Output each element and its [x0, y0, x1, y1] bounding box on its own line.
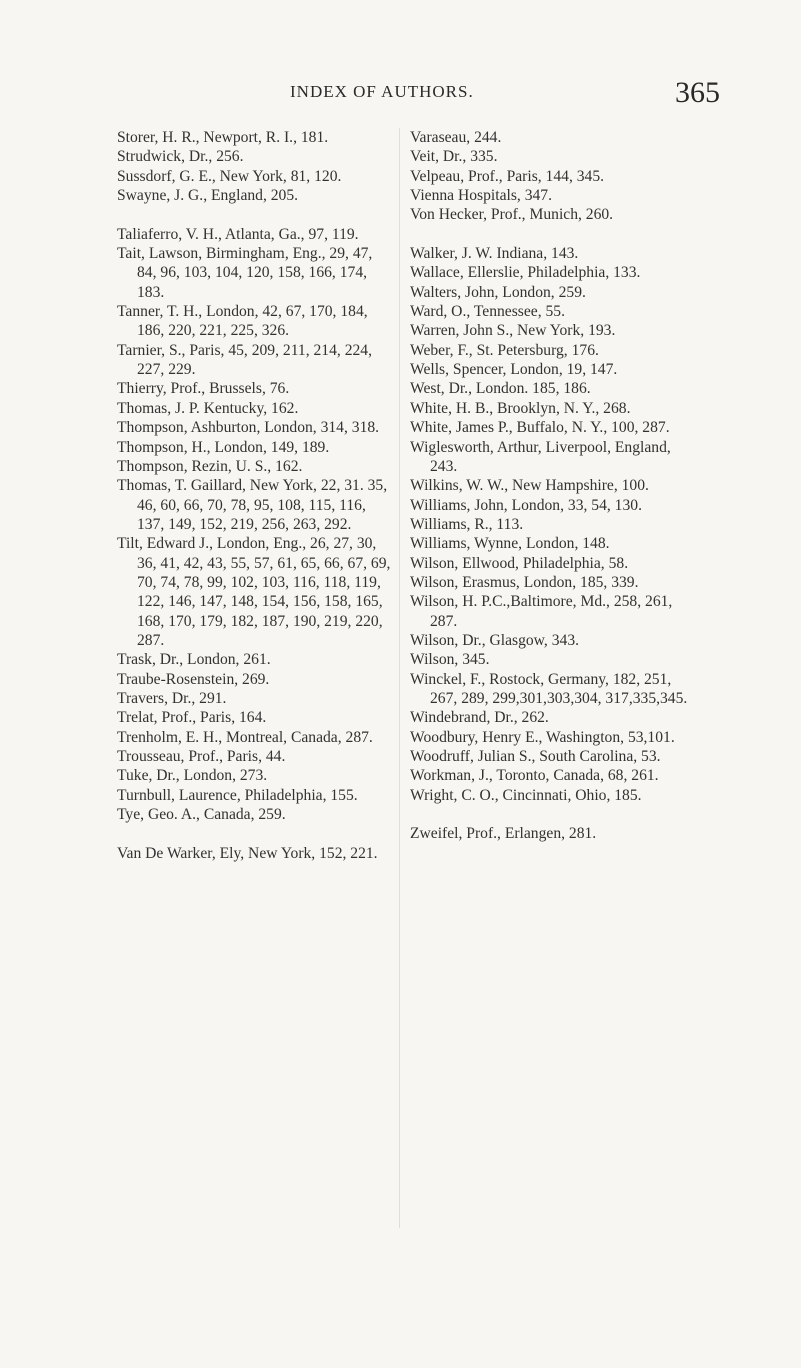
index-entry: Winckel, F., Rostock, Germany, 182, 251, 267, 289, 299,301,303,304, 317,335,345. [410, 670, 688, 707]
index-entry: Wilson, H. P.C.,Baltimore, Md., 258, 261, 287. [410, 593, 673, 630]
index-entry: Walker, J. W. Indiana, 143. [410, 245, 579, 263]
index-entry: Van De Warker, Ely, New York, 152, 221. [117, 844, 378, 862]
index-entry: Wilson, Dr., Glasgow, 343. [410, 631, 580, 649]
index-entry: Von Hecker, Prof., Munich, 260. [410, 206, 614, 224]
index-entry: Williams, R., 113. [410, 515, 524, 533]
left-index-column [117, 128, 393, 863]
index-entry: Swayne, J. G., England, 205. [117, 187, 299, 205]
index-entry: Thomas, T. Gaillard, New York, 22, 31. 35, 46, 60, 66, 70, 78, 95, 108, 115, 116, 137, 149, 152, 219, 256, 263, 292. [117, 477, 388, 533]
right-index-column [410, 128, 692, 844]
index-entry: Turnbull, Laurence, Philadelphia, 155. [117, 786, 358, 804]
section-gap [117, 205, 393, 224]
index-entry: White, James P., Buffalo, N. Y., 100, 287. [410, 419, 670, 437]
index-entry: Woodbury, Henry E., Washington, 53,101. [410, 728, 675, 746]
index-entry: Thomas, J. P. Kentucky, 162. [117, 399, 299, 417]
index-entry: Walters, John, London, 259. [410, 283, 586, 301]
index-entry: Wright, C. O., Cincinnati, Ohio, 185. [410, 786, 642, 804]
index-entry: Tuke, Dr., London, 273. [117, 767, 268, 785]
page-header [0, 78, 801, 118]
index-entry: Tilt, Edward J., London, Eng., 26, 27, 30, 36, 41, 42, 43, 55, 57, 61, 65, 66, 67, 69, 70, 74, 78, 99, 102, 103, 116, 118, 119, 122, 146, 147, 148, 154, 156, 158, 165, 168, 170, 179, 182, 187, 190, 219, 220, 287. [117, 535, 391, 649]
index-entry: Traube-Rosenstein, 269. [117, 670, 270, 688]
index-entry: Varaseau, 244. [410, 129, 502, 146]
index-entry: Trenholm, E. H., Montreal, Canada, 287. [117, 728, 373, 746]
index-entry: Thompson, H., London, 149, 189. [117, 438, 330, 456]
index-entry: Tanner, T. H., London, 42, 67, 170, 184, 186, 220, 221, 225, 326. [117, 303, 368, 340]
section-gap [117, 824, 393, 843]
section-gap [410, 225, 692, 244]
index-entry: Trelat, Prof., Paris, 164. [117, 709, 267, 727]
index-entry: Wilson, 345. [410, 651, 490, 669]
index-entry: Tarnier, S., Paris, 45, 209, 211, 214, 224, 227, 229. [117, 341, 372, 379]
index-entry: Woodruff, Julian S., South Carolina, 53. [410, 748, 661, 765]
running-title: INDEX OF AUTHORS. [290, 82, 474, 101]
index-entry: Travers, Dr., 291. [117, 689, 227, 707]
index-entry: Tait, Lawson, Birmingham, Eng., 29, 47, 84, 96, 103, 104, 120, 158, 166, 174, 183. [117, 245, 373, 301]
page-number: 365 [675, 76, 720, 109]
index-entry: Thierry, Prof., Brussels, 76. [117, 380, 290, 398]
index-entry: Vienna Hospitals, 347. [410, 187, 552, 205]
index-entry: Strudwick, Dr., 256. [117, 148, 244, 166]
index-entry: Wallace, Ellerslie, Philadelphia, 133. [410, 264, 641, 282]
index-entry: Storer, H. R., Newport, R. I., 181. [117, 129, 329, 146]
index-entry: Velpeau, Prof., Paris, 144, 345. [410, 167, 605, 185]
index-entry: Wells, Spencer, London, 19, 147. [410, 361, 618, 379]
index-entry: Williams, Wynne, London, 148. [410, 535, 610, 553]
index-entry: Thompson, Ashburton, London, 314, 318. [117, 419, 380, 437]
index-entry: Trousseau, Prof., Paris, 44. [117, 748, 286, 765]
index-entry: Wilson, Ellwood, Philadelphia, 58. [410, 554, 629, 572]
column-divider [399, 128, 400, 1228]
index-entry: Veit, Dr., 335. [410, 148, 498, 166]
index-entry: Warren, John S., New York, 193. [410, 322, 616, 340]
index-entry: Sussdorf, G. E., New York, 81, 120. [117, 167, 342, 185]
index-entry: Workman, J., Toronto, Canada, 68, 261. [410, 767, 659, 785]
index-entry: Zweifel, Prof., Erlangen, 281. [410, 825, 597, 843]
index-entry: White, H. B., Brooklyn, N. Y., 268. [410, 399, 631, 417]
section-gap [410, 805, 692, 824]
index-entry: Windebrand, Dr., 262. [410, 709, 549, 727]
index-entry: Ward, O., Tennessee, 55. [410, 303, 565, 321]
index-entry: Williams, John, London, 33, 54, 130. [410, 496, 642, 514]
index-entry: Trask, Dr., London, 261. [117, 651, 271, 669]
index-entry: Tye, Geo. A., Canada, 259. [117, 806, 286, 824]
index-entry: West, Dr., London. 185, 186. [410, 380, 591, 398]
index-entry: Thompson, Rezin, U. S., 162. [117, 457, 303, 475]
index-entry: Wilson, Erasmus, London, 185, 339. [410, 573, 639, 591]
index-entry: Weber, F., St. Petersburg, 176. [410, 341, 599, 359]
index-entry: Taliaferro, V. H., Atlanta, Ga., 97, 119. [117, 225, 359, 243]
index-entry: Wiglesworth, Arthur, Liverpool, England, 243. [410, 438, 671, 475]
index-entry: Wilkins, W. W., New Hampshire, 100. [410, 477, 649, 495]
